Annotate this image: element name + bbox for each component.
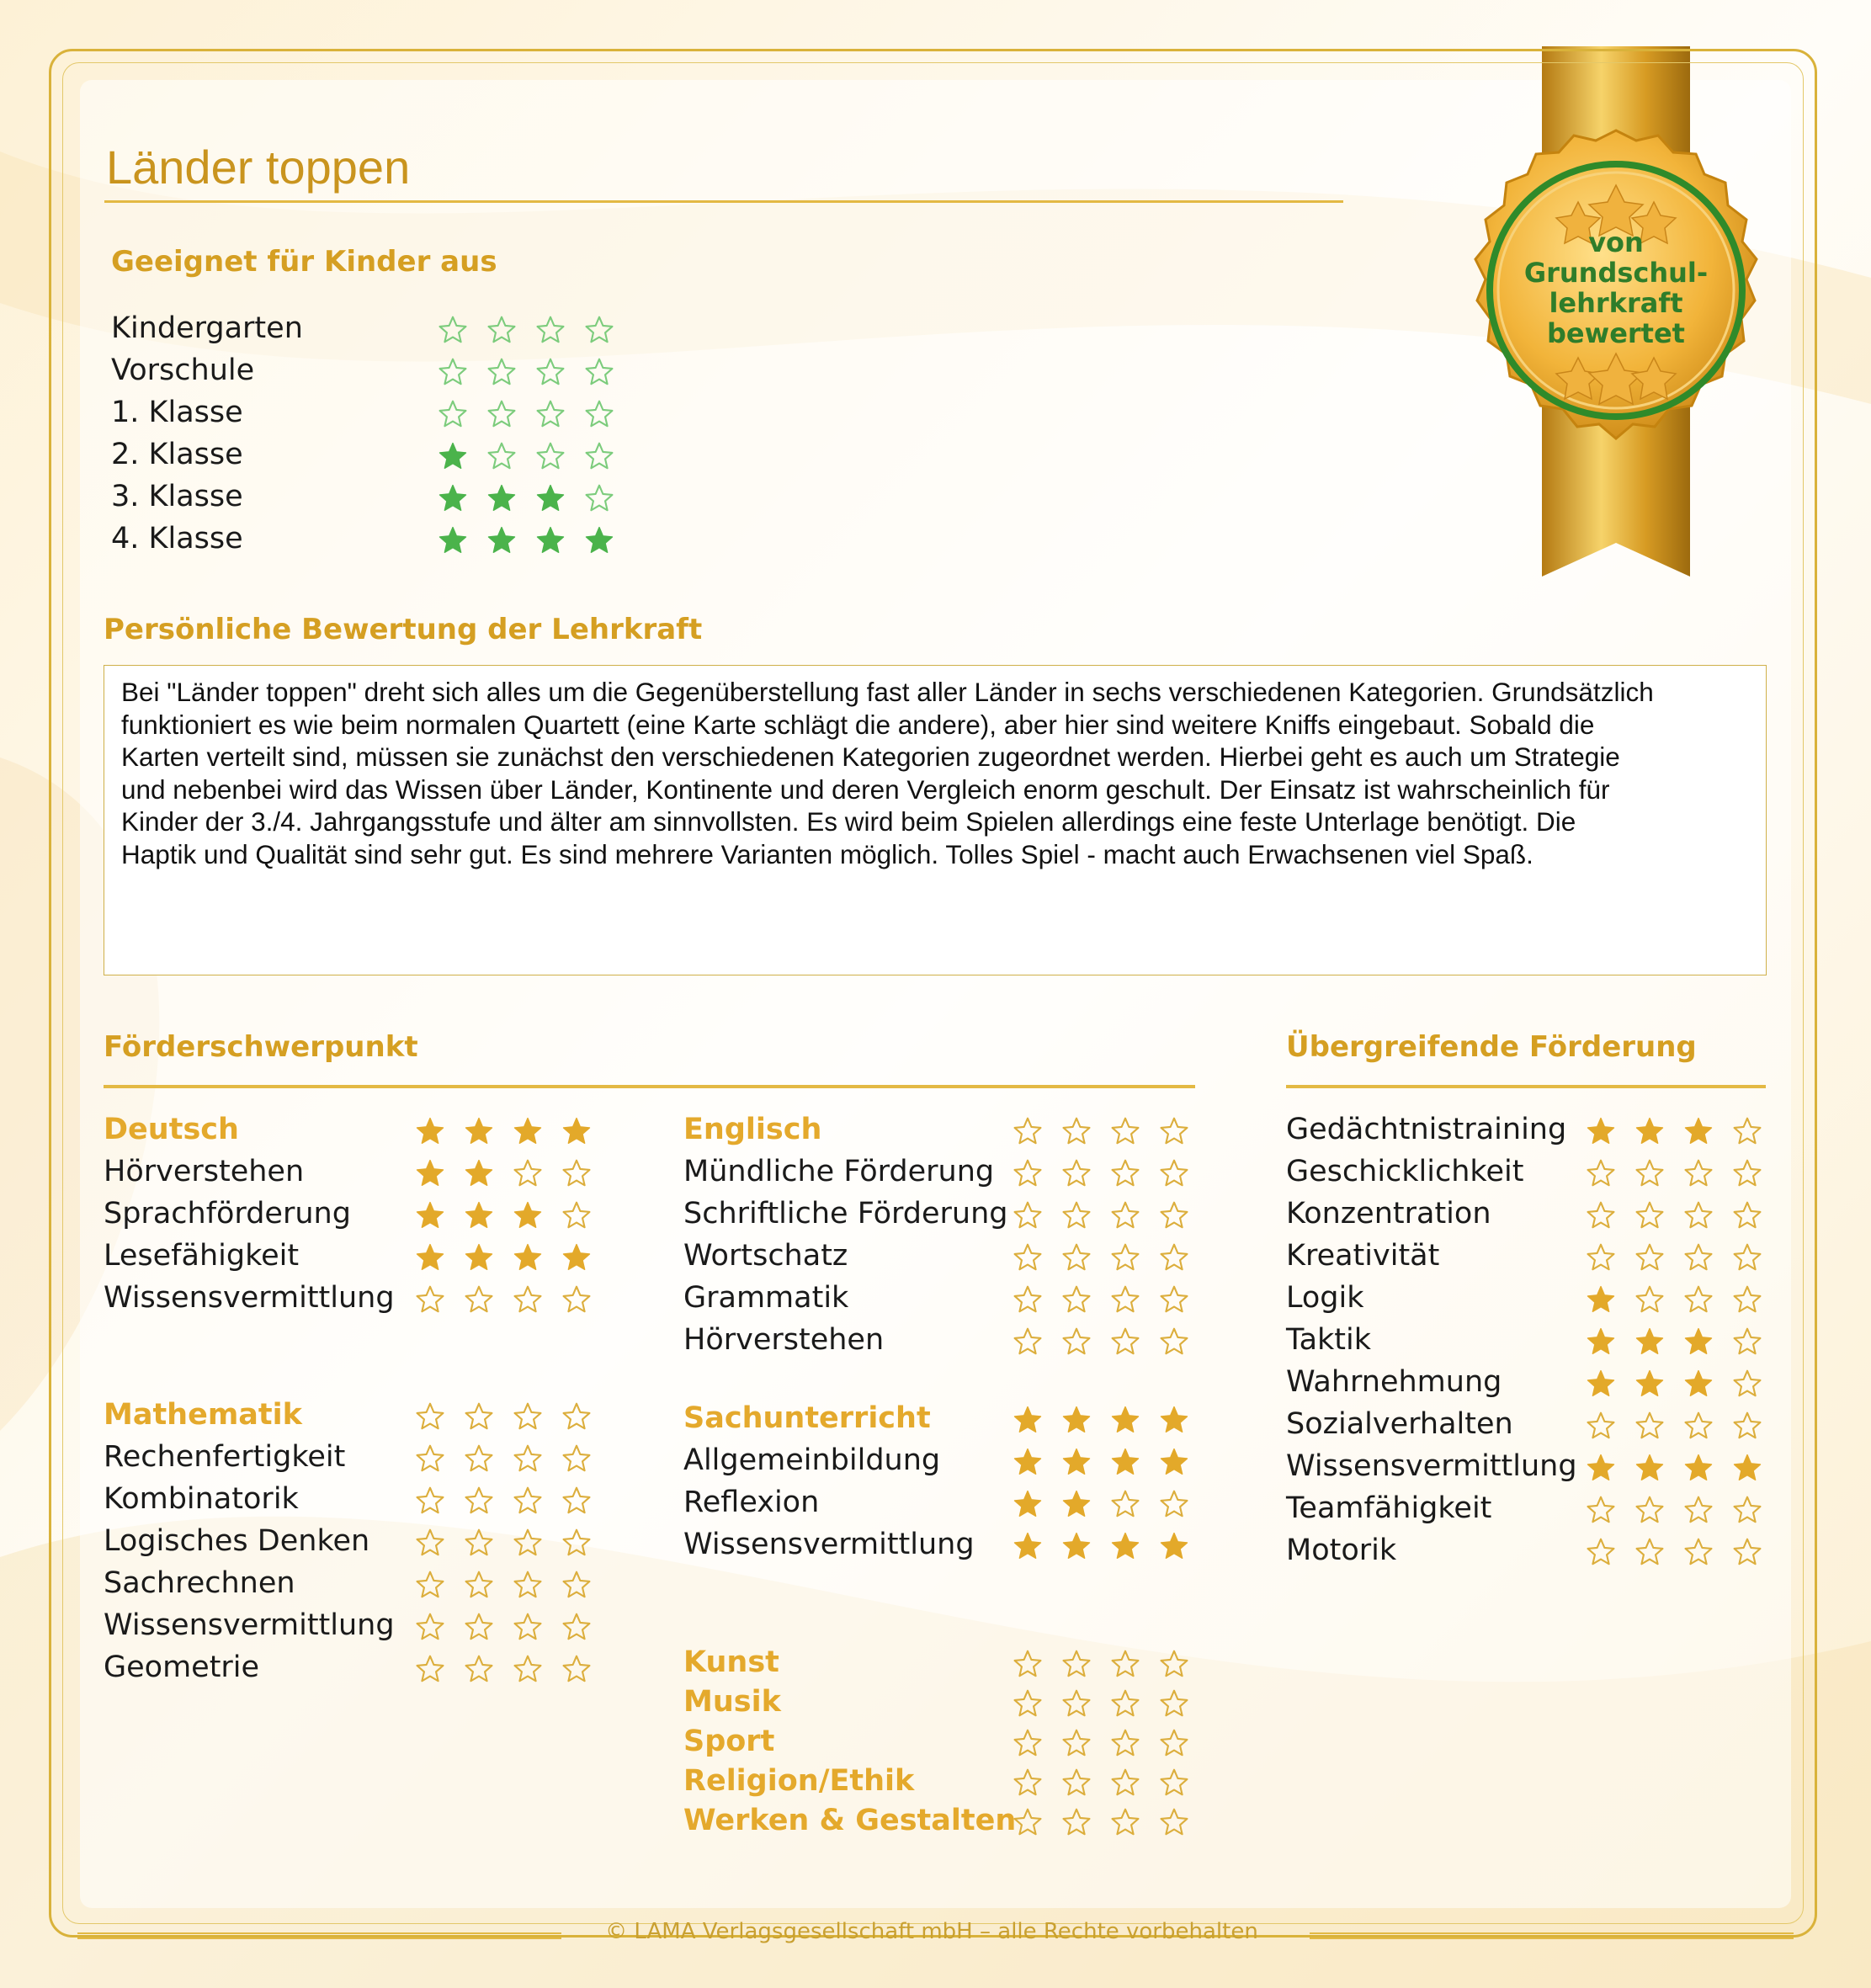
subject-row-stars [415,1401,592,1432]
star-empty-icon [1683,1537,1714,1567]
star-filled-icon [1634,1369,1665,1399]
star-empty-icon [513,1443,543,1474]
star-empty-icon [513,1612,543,1642]
star-filled-icon [561,1242,592,1273]
star-empty-icon [513,1284,543,1315]
age-row-label: 3. Klasse [111,480,243,513]
star-empty-icon [1061,1767,1092,1798]
star-empty-icon [1732,1369,1762,1399]
star-empty-icon [1634,1537,1665,1567]
skill-row-stars [1586,1200,1762,1231]
skill-row-label: Kreativität [1286,1239,1440,1273]
star-empty-icon [1586,1158,1616,1188]
star-filled-icon [486,483,517,513]
star-empty-icon [1110,1489,1140,1519]
skill-row-label: Sachrechnen [104,1566,295,1600]
review-line: Haptik und Qualität sind sehr gut. Es sind mehrere Varianten möglich. Tolles Spiel - macht auch Erwachsenen viel Spaß. [121,838,1533,869]
subject-row-stars [1013,1405,1189,1435]
star-empty-icon [535,315,566,345]
star-empty-icon [584,399,614,429]
skill-row-stars [1586,1495,1762,1525]
star-empty-icon [1061,1116,1092,1146]
subject-row-stars [1013,1767,1189,1798]
star-empty-icon [513,1486,543,1516]
skill-row-label: Wissensvermittlung [104,1608,395,1642]
star-empty-icon [1061,1326,1092,1357]
star-empty-icon [1061,1728,1092,1758]
star-empty-icon [1110,1116,1140,1146]
star-empty-icon [1586,1495,1616,1525]
review-line: Bei "Länder toppen" dreht sich alles um die Gegenüberstellung fast aller Länder in sechs verschiedenen Kategorien. Grundsätzlich [121,677,1654,707]
star-empty-icon [1683,1284,1714,1315]
star-filled-icon [1159,1531,1189,1561]
skill-row-label: Wortschatz [683,1239,848,1273]
star-empty-icon [513,1401,543,1432]
star-empty-icon [464,1486,494,1516]
footer-rule-left-2 [77,1938,561,1939]
star-empty-icon [1634,1284,1665,1315]
star-filled-icon [1159,1447,1189,1477]
star-empty-icon [1110,1284,1140,1315]
star-empty-icon [415,1486,445,1516]
star-empty-icon [1732,1158,1762,1188]
star-empty-icon [1013,1200,1043,1231]
star-empty-icon [1110,1200,1140,1231]
review-line: und nebenbei wird das Wissen über Länder, Kontinente und deren Vergleich enorm geschult. Der Einsatz ist wahrscheinlich für [121,773,1610,805]
subject-row-stars [415,1116,592,1146]
star-empty-icon [513,1654,543,1684]
star-empty-icon [438,399,468,429]
skill-row-stars [1586,1242,1762,1273]
star-filled-icon [584,525,614,555]
star-empty-icon [415,1612,445,1642]
skill-row-stars [1013,1326,1189,1357]
star-empty-icon [513,1158,543,1188]
age-heading: Geeignet für Kinder aus [111,245,497,279]
skill-row-label: Mündliche Förderung [683,1155,995,1188]
star-empty-icon [1159,1284,1189,1315]
star-empty-icon [513,1528,543,1558]
star-filled-icon [1683,1369,1714,1399]
skill-row-label: Wissensvermittlung [104,1281,395,1315]
subject-row-label: Musik [683,1685,781,1719]
star-empty-icon [486,357,517,387]
badge-line: Grundschul- [1523,257,1709,289]
star-filled-icon [415,1242,445,1273]
star-filled-icon [1634,1453,1665,1483]
star-empty-icon [561,1612,592,1642]
focus-divider [104,1085,1195,1088]
skill-row-label: Motorik [1286,1534,1397,1567]
star-filled-icon [438,483,468,513]
star-empty-icon [1634,1242,1665,1273]
skill-row-label: Wahrnehmung [1286,1365,1502,1399]
skill-row-stars [1586,1284,1762,1315]
star-empty-icon [584,441,614,471]
age-row-stars [438,483,614,513]
star-empty-icon [1013,1688,1043,1719]
skill-row-stars [1013,1489,1189,1519]
star-empty-icon [438,357,468,387]
skill-row-label: Konzentration [1286,1197,1491,1231]
skill-row-stars [1586,1326,1762,1357]
age-row-label: 2. Klasse [111,438,243,471]
skill-row-stars [415,1158,592,1188]
star-empty-icon [1634,1200,1665,1231]
skill-row-label: Logisches Denken [104,1524,370,1558]
age-row-stars [438,399,614,429]
star-empty-icon [561,1654,592,1684]
star-filled-icon [1110,1531,1140,1561]
star-filled-icon [415,1200,445,1231]
skill-row-label: Schriftliche Förderung [683,1197,1008,1231]
star-empty-icon [1013,1728,1043,1758]
skill-row-stars [415,1654,592,1684]
review-text [121,676,1749,870]
star-empty-icon [1732,1242,1762,1273]
star-empty-icon [1683,1411,1714,1441]
skill-row-stars [1586,1537,1762,1567]
star-empty-icon [1732,1411,1762,1441]
star-filled-icon [1110,1405,1140,1435]
footer-rule-right-2 [1310,1938,1794,1939]
subject-row-stars [1013,1649,1189,1679]
star-empty-icon [561,1158,592,1188]
star-empty-icon [1159,1242,1189,1273]
skill-row-label: Geometrie [104,1650,260,1684]
star-empty-icon [464,1570,494,1600]
star-empty-icon [561,1443,592,1474]
star-empty-icon [1586,1242,1616,1273]
star-empty-icon [415,1528,445,1558]
star-empty-icon [1110,1158,1140,1188]
star-empty-icon [1110,1326,1140,1357]
skill-row-label: Gedächtnistraining [1286,1113,1567,1146]
star-empty-icon [1013,1158,1043,1188]
subject-row-label: Werken & Gestalten [683,1804,1017,1837]
star-empty-icon [415,1570,445,1600]
star-empty-icon [1110,1767,1140,1798]
star-empty-icon [486,399,517,429]
star-empty-icon [438,315,468,345]
star-empty-icon [1732,1326,1762,1357]
star-empty-icon [486,315,517,345]
star-empty-icon [1159,1728,1189,1758]
star-filled-icon [1586,1326,1616,1357]
star-empty-icon [561,1570,592,1600]
star-empty-icon [1110,1728,1140,1758]
star-filled-icon [464,1242,494,1273]
star-filled-icon [1586,1116,1616,1146]
review-heading: Persönliche Bewertung der Lehrkraft [104,613,703,646]
skill-row-label: Logik [1286,1281,1364,1315]
star-empty-icon [1013,1284,1043,1315]
subject-row-stars [1013,1728,1189,1758]
star-empty-icon [561,1486,592,1516]
skill-row-stars [415,1200,592,1231]
star-empty-icon [1159,1807,1189,1837]
star-empty-icon [1013,1116,1043,1146]
star-filled-icon [415,1116,445,1146]
star-filled-icon [438,525,468,555]
star-empty-icon [1586,1537,1616,1567]
star-empty-icon [1061,1807,1092,1837]
review-box [104,665,1767,975]
age-row-label: Kindergarten [111,311,303,345]
subject-row-label: Sachunterricht [683,1401,931,1435]
star-empty-icon [486,441,517,471]
star-filled-icon [513,1200,543,1231]
age-row-label: 1. Klasse [111,396,243,429]
star-empty-icon [1110,1242,1140,1273]
badge-line: bewertet [1547,317,1685,349]
skill-row-stars [1586,1116,1762,1146]
star-empty-icon [1061,1688,1092,1719]
star-empty-icon [1013,1767,1043,1798]
star-empty-icon [415,1401,445,1432]
skill-row-label: Kombinatorik [104,1482,299,1516]
star-empty-icon [535,441,566,471]
star-filled-icon [1013,1447,1043,1477]
star-empty-icon [584,357,614,387]
subject-row-stars [1013,1688,1189,1719]
star-empty-icon [1159,1489,1189,1519]
star-filled-icon [1683,1326,1714,1357]
star-filled-icon [415,1158,445,1188]
star-empty-icon [535,399,566,429]
badge-line: lehrkraft [1549,287,1683,319]
footer-rule-right [1310,1932,1794,1934]
star-empty-icon [1159,1649,1189,1679]
star-empty-icon [1159,1767,1189,1798]
star-filled-icon [1683,1453,1714,1483]
star-empty-icon [1013,1807,1043,1837]
skill-row-stars [1586,1158,1762,1188]
skill-row-stars [415,1443,592,1474]
star-filled-icon [438,441,468,471]
star-filled-icon [535,525,566,555]
star-empty-icon [464,1284,494,1315]
age-row-stars [438,441,614,471]
review-line: Kinder der 3./4. Jahrgangsstufe und älter am sinnvollsten. Es wird beim Spielen allerdings eine feste Unterlage benötigt. Die [121,806,1576,837]
star-empty-icon [415,1284,445,1315]
star-empty-icon [1586,1411,1616,1441]
star-empty-icon [464,1612,494,1642]
star-filled-icon [1013,1531,1043,1561]
star-empty-icon [1110,1807,1140,1837]
skill-row-stars [415,1528,592,1558]
star-empty-icon [1732,1537,1762,1567]
star-empty-icon [1634,1158,1665,1188]
star-empty-icon [464,1443,494,1474]
title-divider [104,200,1343,203]
skill-row-stars [1586,1369,1762,1399]
star-empty-icon [415,1654,445,1684]
skill-row-stars [1013,1447,1189,1477]
star-filled-icon [1110,1447,1140,1477]
star-empty-icon [561,1284,592,1315]
star-empty-icon [561,1528,592,1558]
skill-row-stars [1013,1242,1189,1273]
skill-row-label: Taktik [1286,1323,1372,1357]
subject-row-label: Deutsch [104,1113,239,1146]
star-empty-icon [1013,1326,1043,1357]
age-row-stars [438,357,614,387]
star-empty-icon [1159,1688,1189,1719]
subject-row-label: Mathematik [104,1398,302,1432]
age-row-stars [438,315,614,345]
skill-row-stars [415,1486,592,1516]
star-empty-icon [584,315,614,345]
star-empty-icon [513,1570,543,1600]
star-filled-icon [535,483,566,513]
star-filled-icon [1634,1116,1665,1146]
star-empty-icon [1061,1158,1092,1188]
star-filled-icon [1061,1405,1092,1435]
star-empty-icon [464,1401,494,1432]
star-filled-icon [1586,1284,1616,1315]
age-row-stars [438,525,614,555]
star-empty-icon [1732,1116,1762,1146]
star-empty-icon [1159,1326,1189,1357]
star-empty-icon [1159,1116,1189,1146]
age-row-label: Vorschule [111,353,255,387]
star-empty-icon [1110,1688,1140,1719]
skill-row-stars [1013,1200,1189,1231]
star-empty-icon [1061,1284,1092,1315]
star-filled-icon [1013,1489,1043,1519]
star-filled-icon [1061,1489,1092,1519]
star-empty-icon [561,1401,592,1432]
star-empty-icon [1061,1242,1092,1273]
star-filled-icon [1061,1447,1092,1477]
skill-row-label: Wissensvermittlung [1286,1449,1577,1483]
star-empty-icon [1683,1495,1714,1525]
skill-row-stars [415,1612,592,1642]
star-empty-icon [1586,1200,1616,1231]
skill-row-label: Reflexion [683,1486,820,1519]
star-empty-icon [1732,1200,1762,1231]
skill-row-label: Teamfähigkeit [1286,1491,1492,1525]
focus-heading: Förderschwerpunkt [104,1030,418,1064]
star-filled-icon [1732,1453,1762,1483]
subject-row-label: Kunst [683,1645,779,1679]
skill-row-stars [1586,1453,1762,1483]
general-heading: Übergreifende Förderung [1286,1030,1697,1064]
star-filled-icon [1061,1531,1092,1561]
star-empty-icon [584,483,614,513]
subject-row-stars [1013,1807,1189,1837]
star-empty-icon [464,1528,494,1558]
page-title: Länder toppen [106,141,411,194]
star-filled-icon [1683,1116,1714,1146]
skill-row-stars [415,1570,592,1600]
general-divider [1286,1085,1766,1088]
age-row-label: 4. Klasse [111,522,243,555]
skill-row-stars [415,1242,592,1273]
subject-row-label: Religion/Ethik [683,1764,915,1798]
star-filled-icon [486,525,517,555]
subject-row-label: Englisch [683,1113,822,1146]
skill-row-stars [1586,1411,1762,1441]
review-line: Karten verteilt sind, müssen sie zunächst den verschiedenen Kategorien zugeordnet werden. Hierbei geht es auch um Strategie [121,742,1620,772]
star-filled-icon [513,1116,543,1146]
footer-rule-left [77,1932,561,1934]
star-filled-icon [1586,1369,1616,1399]
star-filled-icon [561,1116,592,1146]
star-empty-icon [561,1200,592,1231]
star-filled-icon [464,1200,494,1231]
skill-row-label: Lesefähigkeit [104,1239,300,1273]
star-filled-icon [464,1158,494,1188]
skill-row-label: Wissensvermittlung [683,1528,975,1561]
skill-row-label: Hörverstehen [104,1155,305,1188]
star-empty-icon [1634,1495,1665,1525]
star-empty-icon [1013,1242,1043,1273]
star-filled-icon [1586,1453,1616,1483]
star-filled-icon [1013,1405,1043,1435]
star-empty-icon [1013,1649,1043,1679]
star-filled-icon [1634,1326,1665,1357]
star-empty-icon [1732,1495,1762,1525]
review-line: funktioniert es wie beim normalen Quartett (eine Karte schlägt die andere), aber hier sind weitere Kniffs eingebaut. Sobald die [121,709,1595,740]
star-filled-icon [513,1242,543,1273]
copyright-footer: © LAMA Verlagsgesellschaft mbH – alle Rechte vorbehalten [605,1919,1258,1944]
badge-line: von [1588,226,1644,258]
skill-row-label: Allgemeinbildung [683,1443,941,1477]
subject-row-label: Sport [683,1725,775,1758]
skill-row-label: Sprachförderung [104,1197,351,1231]
star-empty-icon [1110,1649,1140,1679]
star-filled-icon [464,1116,494,1146]
skill-row-label: Rechenfertigkeit [104,1440,346,1474]
skill-row-stars [1013,1284,1189,1315]
star-empty-icon [1732,1284,1762,1315]
star-empty-icon [415,1443,445,1474]
star-empty-icon [1159,1200,1189,1231]
star-empty-icon [1159,1158,1189,1188]
star-empty-icon [464,1654,494,1684]
skill-row-stars [1013,1531,1189,1561]
star-empty-icon [1683,1200,1714,1231]
subject-row-stars [1013,1116,1189,1146]
star-empty-icon [1683,1242,1714,1273]
star-empty-icon [1634,1411,1665,1441]
star-empty-icon [1061,1200,1092,1231]
skill-row-stars [1013,1158,1189,1188]
skill-row-stars [415,1284,592,1315]
skill-row-label: Geschicklichkeit [1286,1155,1524,1188]
skill-row-label: Sozialverhalten [1286,1407,1513,1441]
star-empty-icon [1683,1158,1714,1188]
skill-row-label: Hörverstehen [683,1323,885,1357]
star-empty-icon [1061,1649,1092,1679]
star-filled-icon [1159,1405,1189,1435]
skill-row-label: Grammatik [683,1281,849,1315]
star-empty-icon [535,357,566,387]
